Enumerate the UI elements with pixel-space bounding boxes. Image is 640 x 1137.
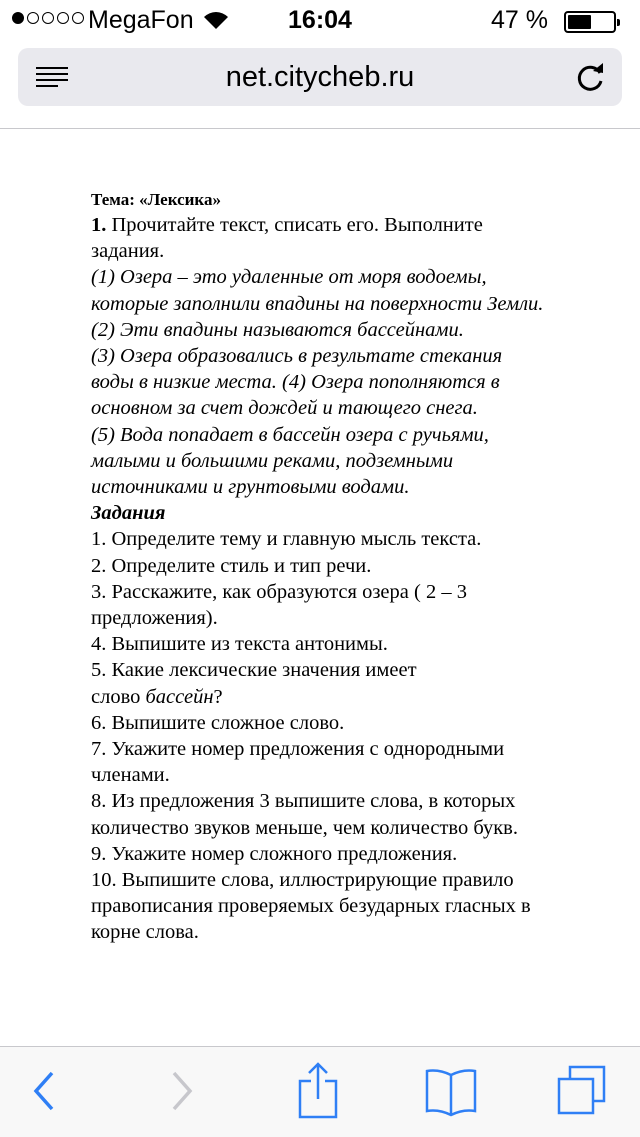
text-line: которые заполнили впадины на поверхности Земли. xyxy=(91,292,544,315)
intro-line-1 xyxy=(91,212,611,238)
text-line: малыми и большими реками, подземными xyxy=(91,449,454,472)
task-line: 4. Выпишите из текста антонимы. xyxy=(91,633,388,656)
intro-number: 1. xyxy=(91,214,107,236)
text-line: основном за счет дождей и тающего снега. xyxy=(91,397,478,420)
task-line: 6. Выпишите сложное слово. xyxy=(91,711,345,734)
text-line: (5) Вода попадает в бассейн озера с ручьями, xyxy=(91,423,489,446)
text-line: (2) Эти впадины называются бассейнами. xyxy=(91,318,464,341)
carrier-name: MegaFon xyxy=(88,6,194,34)
task-line: 10. Выпишите слова, иллюстрирующие правило xyxy=(91,869,514,892)
url-text[interactable]: net.citycheb.ru xyxy=(225,61,415,93)
task-line: членами. xyxy=(91,764,170,787)
reload-icon[interactable] xyxy=(576,61,606,93)
text-line: воды в низкие места. (4) Озера пополняются в xyxy=(91,371,500,394)
address-bar[interactable] xyxy=(18,48,622,106)
task-line-word xyxy=(91,684,611,710)
task-line: 2. Определите стиль и тип речи. xyxy=(91,554,372,577)
share-icon[interactable] xyxy=(298,1061,338,1119)
word-suffix: ? xyxy=(213,685,223,708)
text-line: источниками и грунтовыми водами. xyxy=(91,476,410,499)
task-line: 1. Определите тему и главную мысль текста. xyxy=(91,528,482,551)
back-icon[interactable] xyxy=(30,1069,58,1113)
status-time: 16:04 xyxy=(288,6,352,34)
browser-toolbar xyxy=(0,1046,640,1137)
word-italic: бассейн xyxy=(145,685,214,708)
status-bar xyxy=(0,0,640,40)
battery-icon xyxy=(564,11,616,33)
task-line: корне слова. xyxy=(91,921,199,944)
task-line: 8. Из предложения 3 выпишите слова, в которых xyxy=(91,790,516,813)
text-line: (1) Озера – это удаленные от моря водоемы, xyxy=(91,266,487,289)
theme-heading: Тема: «Лексика» xyxy=(91,190,221,209)
bookmarks-icon[interactable] xyxy=(424,1067,478,1117)
task-line: 9. Укажите номер сложного предложения. xyxy=(91,842,458,865)
task-line: 5. Какие лексические значения имеет xyxy=(91,659,417,682)
header-divider xyxy=(0,128,640,129)
tasks-heading: Задания xyxy=(91,502,166,525)
task-line: предложения). xyxy=(91,607,218,630)
intro-text: Прочитайте текст, списать его. Выполните xyxy=(106,214,483,236)
intro-line-2: задания. xyxy=(91,240,165,263)
battery-percentage: 47 % xyxy=(491,6,548,34)
task-line: 7. Укажите номер предложения с однородными xyxy=(91,738,505,761)
forward-icon[interactable] xyxy=(168,1069,196,1113)
word-prefix: слово xyxy=(91,685,146,708)
task-line: количество звуков меньше, чем количество букв. xyxy=(91,816,518,839)
task-line: 3. Расскажите, как образуются озера ( 2 – 3 xyxy=(91,580,467,603)
task-line: правописания проверяемых безударных гласных в xyxy=(91,895,531,918)
page-content xyxy=(91,188,611,946)
tabs-icon[interactable] xyxy=(556,1065,608,1117)
text-line: (3) Озера образовались в результате стекания xyxy=(91,345,503,368)
